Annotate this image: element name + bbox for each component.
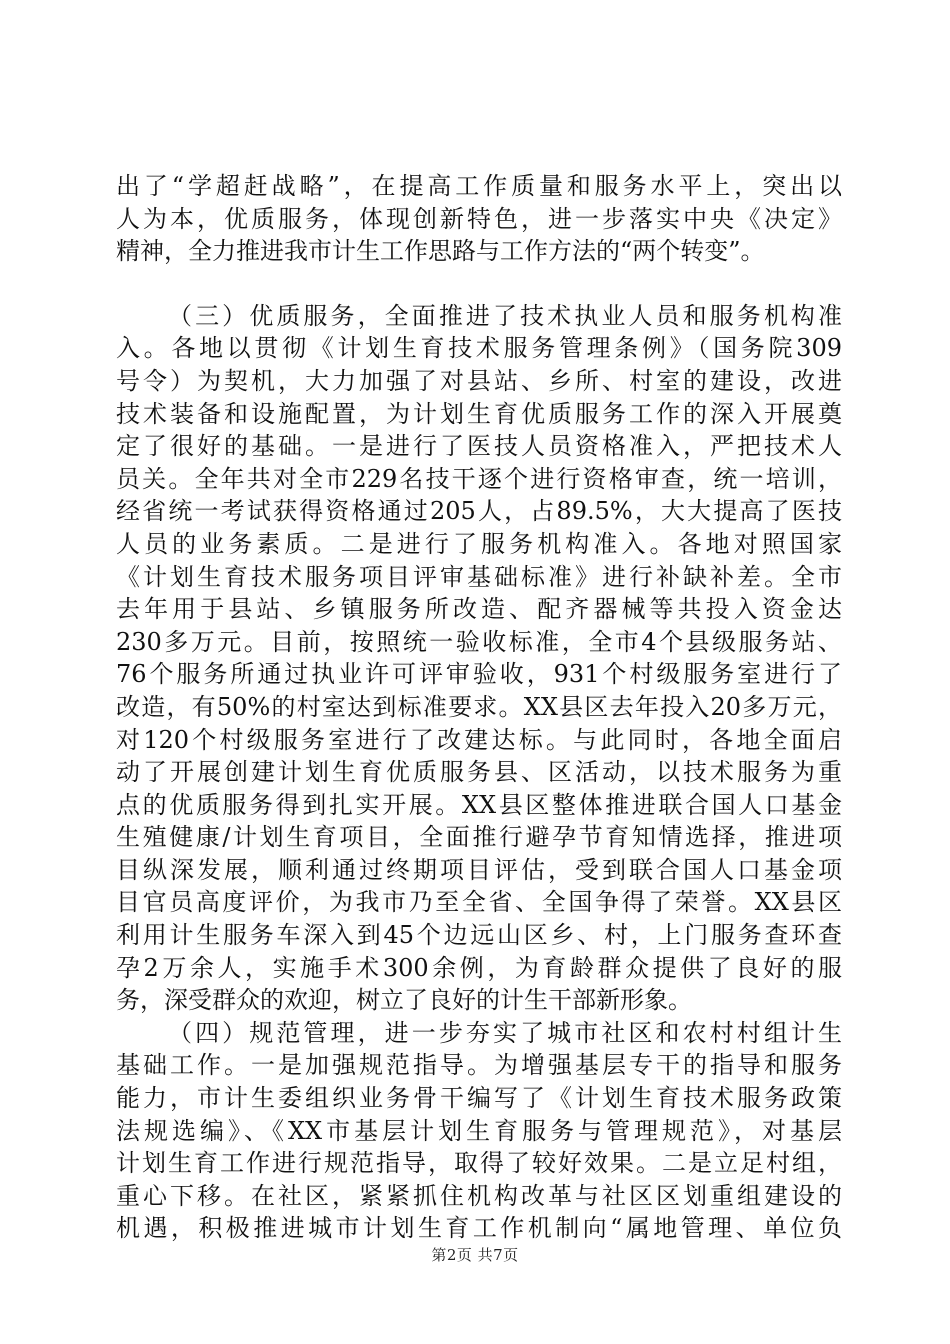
text-line: 76个服务所通过执业许可评审验收，931个村级服务室进行了 — [116, 660, 842, 689]
text-line: 目官员高度评价，为我市乃至全省、全国争得了荣誉。XX县区 — [116, 888, 842, 917]
text-line: 法规选编》、《XX市基层计划生育服务与管理规范》，对基层 — [116, 1116, 842, 1145]
text-line: （四）规范管理，进一步夯实了城市社区和农村村组计生 — [168, 1018, 842, 1047]
text-line: 改造，有50%的村室达到标准要求。XX县区去年投入20多万元， — [116, 692, 842, 721]
text-line: 定了很好的基础。一是进行了医技人员资格准入，严把技术人 — [116, 432, 842, 461]
paragraph-gap — [116, 268, 842, 300]
text-line: 人员的业务素质。二是进行了服务机构准入。各地对照国家 — [116, 529, 842, 558]
text-line: 对120个村级服务室进行了改建达标。与此同时，各地全面启 — [116, 725, 842, 754]
text-line: 机遇，积极推进城市计划生育工作机制向“属地管理、单位负 — [116, 1214, 842, 1243]
paragraph-section-4 — [116, 1017, 842, 1245]
text-line: 计划生育工作进行规范指导，取得了较好效果。二是立足村组， — [116, 1149, 842, 1178]
paragraph-continuation — [116, 170, 842, 268]
text-line: 出了“学超赶战略”，在提高工作质量和服务水平上，突出以 — [116, 172, 842, 200]
text-line: 经省统一考试获得资格通过205人，占89.5%，大大提高了医技 — [116, 497, 842, 526]
text-line: 基础工作。一是加强规范指导。为增强基层专干的指导和服务 — [116, 1051, 842, 1080]
text-line: （三）优质服务，全面推进了技术执业人员和服务机构准 — [168, 301, 842, 330]
text-line: 目纵深发展，顺利通过终期项目评估，受到联合国人口基金项 — [116, 855, 842, 884]
text-line: 号令）为契机，大力加强了对县站、乡所、村室的建设，改进 — [116, 366, 842, 395]
text-line: 《计划生育技术服务项目评审基础标准》进行补缺补差。全市 — [116, 562, 842, 591]
text-line: 点的优质服务得到扎实开展。XX县区整体推进联合国人口基金 — [116, 790, 842, 819]
text-line: 重心下移。在社区，紧紧抓住机构改革与社区区划重组建设的 — [116, 1181, 842, 1210]
text-line: 生殖健康/计划生育项目，全面推行避孕节育知情选择，推进项 — [116, 823, 842, 852]
text-line: 利用计生服务车深入到45个边远山区乡、村，上门服务查环查 — [116, 921, 842, 950]
text-line: 能力，市计生委组织业务骨干编写了《计划生育技术服务政策 — [116, 1084, 842, 1113]
text-line: 技术装备和设施配置，为计划生育优质服务工作的深入开展奠 — [116, 399, 842, 428]
text-line: 务，深受群众的欢迎，树立了良好的计生干部新形象。 — [116, 986, 692, 1015]
document-body — [116, 170, 842, 1245]
text-line: 员关。全年共对全市229名技干逐个进行资格审查，统一培训， — [116, 464, 842, 493]
text-line: 动了开展创建计划生育优质服务县、区活动，以技术服务为重 — [116, 758, 842, 787]
text-line: 孕2万余人，实施手术300余例，为育龄群众提供了良好的服 — [116, 953, 842, 982]
text-line: 精神，全力推进我市计生工作思路与工作方法的“两个转变”。 — [116, 237, 765, 266]
text-line: 人为本，优质服务，体现创新特色，进一步落实中央《决定》 — [116, 204, 842, 233]
text-line: 230多万元。目前，按照统一验收标准，全市4个县级服务站、 — [116, 627, 842, 656]
paragraph-section-3 — [116, 300, 842, 1017]
text-line: 去年用于县站、乡镇服务所改造、配齐器械等共投入资金达 — [116, 595, 842, 624]
page-number-footer: 第2页 共7页 — [431, 1246, 519, 1264]
text-line: 入。各地以贯彻《计划生育技术服务管理条例》（国务院309 — [116, 334, 842, 363]
